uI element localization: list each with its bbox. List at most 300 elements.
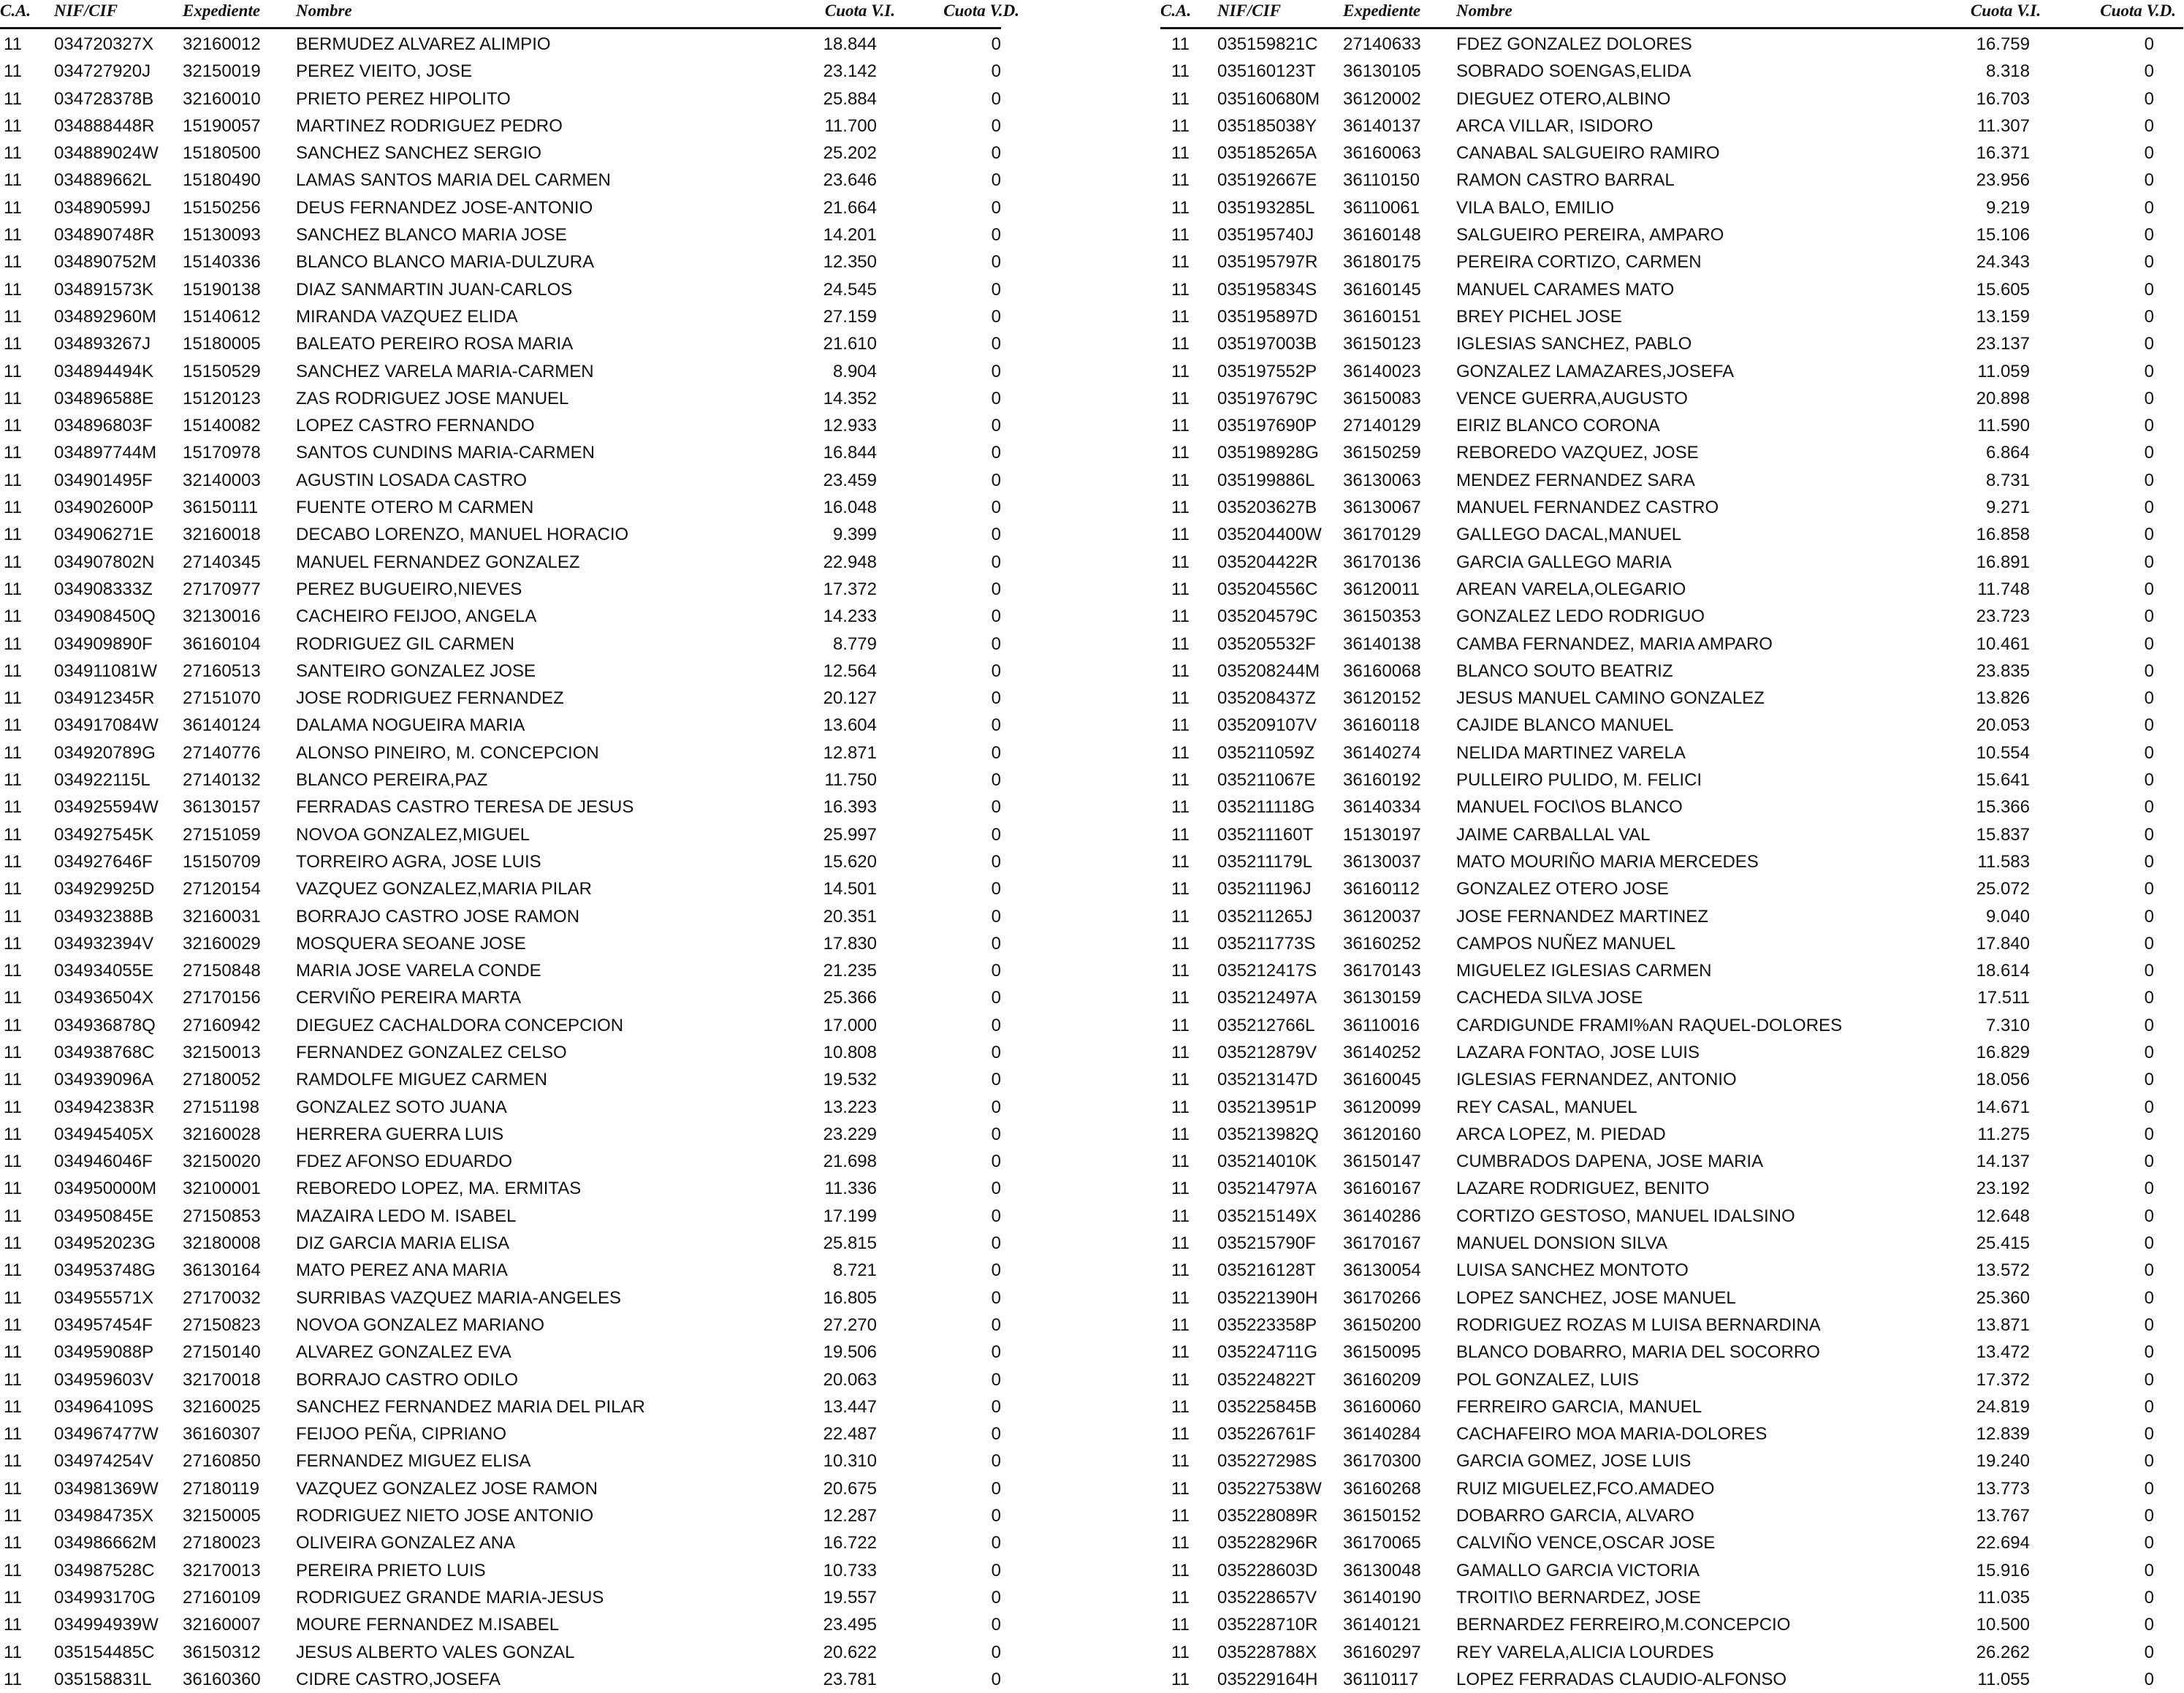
cell-expediente: 36140138 <box>1343 634 1421 654</box>
cell-cuota-vi: 15.837 <box>1976 824 2030 845</box>
cell-expediente: 27151198 <box>183 1097 259 1117</box>
cell-ca: 11 <box>1171 879 1190 899</box>
cell-cuota-vd: 0 <box>991 906 1001 927</box>
cell-expediente: 36170129 <box>1343 525 1421 545</box>
table-row <box>0 439 1038 466</box>
cell-expediente: 27150823 <box>183 1315 261 1335</box>
table-row <box>1160 1666 2183 1693</box>
cell-cuota-vd: 0 <box>991 797 1001 818</box>
cell-cuota-vd: 0 <box>991 34 1001 54</box>
cell-nombre: NOVOA GONZALEZ,MIGUEL <box>296 824 530 845</box>
cell-cuota-vi: 11.035 <box>1977 1587 2030 1608</box>
cell-nif: 034890752M <box>54 252 157 273</box>
cell-expediente: 36150200 <box>1343 1315 1421 1335</box>
cell-nif: 035225845B <box>1217 1396 1317 1417</box>
cell-cuota-vi: 24.343 <box>1976 252 2030 273</box>
cell-cuota-vi: 22.948 <box>823 552 877 572</box>
table-row <box>1160 58 2183 85</box>
cell-nif: 034906271E <box>54 525 154 545</box>
header-cuota-vi: Cuota V.I. <box>1970 1 2041 20</box>
cell-ca: 11 <box>1171 225 1190 246</box>
cell-cuota-vi: 6.864 <box>1985 443 2030 463</box>
cell-cuota-vd: 0 <box>2144 197 2154 218</box>
cell-nombre: RODRIGUEZ GIL CARMEN <box>296 634 515 654</box>
table-row <box>1160 85 2183 113</box>
cell-nombre: GONZALEZ LEDO RODRIGUO <box>1456 606 1705 627</box>
table-row <box>0 576 1038 603</box>
table-row <box>1160 821 2183 848</box>
table-row <box>0 930 1038 957</box>
cell-nif: 035228296R <box>1217 1533 1318 1553</box>
cell-cuota-vi: 20.127 <box>823 688 877 709</box>
cell-nombre: ARCA VILLAR, ISIDORO <box>1456 115 1654 136</box>
cell-expediente: 32130016 <box>183 606 261 627</box>
cell-nif: 035221390H <box>1217 1287 1318 1308</box>
cell-ca: 11 <box>1171 1097 1190 1117</box>
cell-cuota-vi: 24.545 <box>823 279 877 300</box>
cell-cuota-vd: 0 <box>2144 388 2154 408</box>
cell-expediente: 32170013 <box>183 1560 261 1580</box>
cell-ca: 11 <box>4 170 22 191</box>
cell-cuota-vd: 0 <box>991 1179 1001 1199</box>
cell-expediente: 36160045 <box>1343 1070 1421 1090</box>
cell-nif: 034953748G <box>54 1260 156 1281</box>
header-rule <box>1160 27 2183 29</box>
cell-expediente: 36110061 <box>1343 197 1420 218</box>
cell-nombre: CAJIDE BLANCO MANUEL <box>1456 715 1674 736</box>
cell-cuota-vd: 0 <box>2144 170 2154 191</box>
cell-cuota-vi: 23.835 <box>1976 661 2030 681</box>
cell-nombre: FERRADAS CASTRO TERESA DE JESUS <box>296 797 634 818</box>
cell-nombre: SOBRADO SOENGAS,ELIDA <box>1456 61 1692 82</box>
cell-nombre: IGLESIAS FERNANDEZ, ANTONIO <box>1456 1070 1737 1090</box>
cell-ca: 11 <box>4 1560 22 1580</box>
cell-expediente: 36150095 <box>1343 1342 1421 1363</box>
table-row <box>1160 1285 2183 1312</box>
cell-nif: 034967477W <box>54 1424 159 1445</box>
cell-cuota-vi: 10.808 <box>823 1042 877 1062</box>
cell-nombre: VILA BALO, EMILIO <box>1456 197 1615 218</box>
cell-cuota-vd: 0 <box>991 579 1001 599</box>
cell-cuota-vd: 0 <box>991 1342 1001 1363</box>
table-row <box>1160 412 2183 439</box>
table-row <box>1160 1039 2183 1066</box>
cell-cuota-vd: 0 <box>2144 1097 2154 1117</box>
cell-cuota-vi: 18.614 <box>1976 961 2030 981</box>
cell-cuota-vd: 0 <box>991 61 1001 82</box>
cell-nombre: JOSE FERNANDEZ MARTINEZ <box>1456 906 1708 927</box>
cell-nombre: GAMALLO GARCIA VICTORIA <box>1456 1560 1700 1580</box>
cell-nif: 034932394V <box>54 933 154 954</box>
table-row <box>0 1230 1038 1257</box>
cell-ca: 11 <box>4 279 22 300</box>
cell-cuota-vi: 21.610 <box>823 334 877 354</box>
cell-expediente: 36180175 <box>1343 252 1421 273</box>
cell-ca: 11 <box>1171 88 1190 109</box>
cell-cuota-vd: 0 <box>2144 1424 2154 1445</box>
cell-cuota-vi: 13.223 <box>823 1097 877 1117</box>
cell-cuota-vi: 19.532 <box>823 1070 877 1090</box>
table-row <box>0 276 1038 303</box>
cell-nombre: VAZQUEZ GONZALEZ JOSE RAMON <box>296 1478 598 1499</box>
cell-cuota-vi: 12.564 <box>823 661 877 681</box>
cell-nombre: SANCHEZ SANCHEZ SERGIO <box>296 143 542 164</box>
cell-ca: 11 <box>4 416 22 436</box>
table-row <box>1160 1312 2183 1339</box>
cell-ca: 11 <box>4 1506 22 1526</box>
cell-nombre: RODRIGUEZ NIETO JOSE ANTONIO <box>296 1506 594 1526</box>
cell-nif: 034938768C <box>54 1042 155 1062</box>
cell-expediente: 36160148 <box>1343 225 1421 246</box>
cell-cuota-vi: 25.072 <box>1976 879 2030 899</box>
cell-cuota-vi: 16.858 <box>1976 525 2030 545</box>
cell-expediente: 36160060 <box>1343 1396 1421 1417</box>
cell-nif: 034950000M <box>54 1179 157 1199</box>
cell-ca: 11 <box>1171 797 1190 818</box>
cell-ca: 11 <box>4 1315 22 1335</box>
cell-nif: 034929925D <box>54 879 155 899</box>
cell-ca: 11 <box>4 1478 22 1499</box>
cell-cuota-vi: 23.495 <box>823 1615 877 1635</box>
cell-cuota-vi: 13.159 <box>1976 306 2030 327</box>
cell-cuota-vd: 0 <box>991 470 1001 490</box>
cell-ca: 11 <box>4 824 22 845</box>
cell-nombre: MANUEL DONSION SILVA <box>1456 1233 1667 1254</box>
cell-expediente: 15180490 <box>183 170 261 191</box>
table-row <box>1160 603 2183 630</box>
cell-ca: 11 <box>1171 1615 1190 1635</box>
cell-cuota-vd: 0 <box>2144 1396 2154 1417</box>
cell-nif: 035160680M <box>1217 88 1320 109</box>
table-row <box>1160 330 2183 357</box>
cell-cuota-vd: 0 <box>991 443 1001 463</box>
table-row <box>0 1175 1038 1202</box>
cell-cuota-vi: 21.235 <box>823 961 877 981</box>
cell-nif: 035199886L <box>1217 470 1315 490</box>
table-row <box>1160 167 2183 194</box>
cell-nombre: BERMUDEZ ALVAREZ ALIMPIO <box>296 34 551 54</box>
cell-nombre: CACHEIRO FEIJOO, ANGELA <box>296 606 537 627</box>
cell-ca: 11 <box>1171 498 1190 518</box>
cell-cuota-vi: 8.318 <box>1985 61 2030 82</box>
cell-expediente: 15140336 <box>183 252 261 273</box>
cell-cuota-vd: 0 <box>991 1070 1001 1090</box>
cell-cuota-vd: 0 <box>991 1396 1001 1417</box>
cell-expediente: 36160268 <box>1343 1478 1421 1499</box>
cell-expediente: 36160192 <box>1343 770 1421 791</box>
cell-ca: 11 <box>1171 851 1190 872</box>
cell-nombre: MAZAIRA LEDO M. ISABEL <box>296 1206 517 1226</box>
table-row <box>0 1148 1038 1175</box>
cell-cuota-vd: 0 <box>2144 61 2154 82</box>
cell-cuota-vi: 13.767 <box>1976 1506 2030 1526</box>
table-row <box>0 766 1038 794</box>
cell-cuota-vi: 17.372 <box>1976 1369 2030 1390</box>
cell-cuota-vd: 0 <box>991 742 1001 763</box>
cell-expediente: 36160104 <box>183 634 261 654</box>
cell-nombre: AGUSTIN LOSADA CASTRO <box>296 470 528 490</box>
cell-cuota-vi: 12.287 <box>823 1506 877 1526</box>
cell-nombre: NELIDA MARTINEZ VARELA <box>1456 742 1686 763</box>
cell-nombre: JAIME CARBALLAL VAL <box>1456 824 1651 845</box>
cell-ca: 11 <box>1171 1260 1190 1281</box>
cell-nombre: CACHAFEIRO MOA MARIA-DOLORES <box>1456 1424 1768 1445</box>
cell-expediente: 27151059 <box>183 824 261 845</box>
cell-ca: 11 <box>4 1070 22 1090</box>
cell-expediente: 32150005 <box>183 1506 261 1526</box>
table-row <box>1160 766 2183 794</box>
cell-cuota-vd: 0 <box>991 1206 1001 1226</box>
cell-expediente: 27180052 <box>183 1070 261 1090</box>
cell-cuota-vd: 0 <box>2144 361 2154 381</box>
cell-cuota-vd: 0 <box>991 933 1001 954</box>
cell-ca: 11 <box>4 1152 22 1172</box>
cell-nombre: FEIJOO PEÑA, CIPRIANO <box>296 1424 507 1445</box>
table-row <box>1160 1257 2183 1284</box>
table-row <box>0 984 1038 1011</box>
cell-cuota-vi: 16.891 <box>1976 552 2030 572</box>
table-row <box>1160 549 2183 576</box>
cell-nombre: BLANCO BLANCO MARIA-DULZURA <box>296 252 595 273</box>
cell-cuota-vi: 25.997 <box>823 824 877 845</box>
cell-ca: 11 <box>4 334 22 354</box>
cell-cuota-vd: 0 <box>2144 1533 2154 1553</box>
cell-cuota-vi: 14.233 <box>823 606 877 627</box>
cell-cuota-vi: 12.350 <box>823 252 877 273</box>
cell-nif: 035204579C <box>1217 606 1318 627</box>
cell-nif: 034917084W <box>54 715 159 736</box>
cell-cuota-vd: 0 <box>991 770 1001 791</box>
cell-cuota-vd: 0 <box>991 1152 1001 1172</box>
cell-expediente: 36130067 <box>1343 498 1421 518</box>
cell-nif: 035215790F <box>1217 1233 1316 1254</box>
cell-nombre: REY VARELA,ALICIA LOURDES <box>1456 1642 1714 1662</box>
cell-expediente: 36160297 <box>1343 1642 1421 1662</box>
table-row <box>1160 248 2183 275</box>
cell-nif: 035212417S <box>1217 961 1317 981</box>
cell-nombre: LAZARA FONTAO, JOSE LUIS <box>1456 1042 1700 1062</box>
cell-nif: 035158831L <box>54 1669 152 1689</box>
cell-cuota-vi: 14.501 <box>823 879 877 899</box>
table-row <box>1160 1094 2183 1121</box>
cell-nombre: ZAS RODRIGUEZ JOSE MANUEL <box>296 388 569 408</box>
cell-ca: 11 <box>4 1342 22 1363</box>
cell-nif: 034893267J <box>54 334 151 354</box>
cell-cuota-vd: 0 <box>991 416 1001 436</box>
cell-nombre: GALLEGO DACAL,MANUEL <box>1456 525 1682 545</box>
cell-nombre: JOSE RODRIGUEZ FERNANDEZ <box>296 688 564 709</box>
cell-expediente: 27180119 <box>183 1478 259 1499</box>
cell-ca: 11 <box>4 470 22 490</box>
cell-cuota-vi: 25.202 <box>823 143 877 164</box>
cell-nombre: CERVIÑO PEREIRA MARTA <box>296 988 522 1008</box>
cell-nombre: GONZALEZ OTERO JOSE <box>1456 879 1669 899</box>
cell-cuota-vi: 20.053 <box>1976 715 2030 736</box>
cell-nombre: JESUS MANUEL CAMINO GONZALEZ <box>1456 688 1765 709</box>
cell-expediente: 36170143 <box>1343 961 1421 981</box>
cell-ca: 11 <box>1171 1369 1190 1390</box>
cell-nombre: REY CASAL, MANUEL <box>1456 1097 1637 1117</box>
cell-cuota-vd: 0 <box>991 1478 1001 1499</box>
cell-nombre: LAMAS SANTOS MARIA DEL CARMEN <box>296 170 611 191</box>
cell-expediente: 36110117 <box>1343 1669 1419 1689</box>
cell-cuota-vi: 15.620 <box>823 851 877 872</box>
cell-ca: 11 <box>1171 279 1190 300</box>
cell-expediente: 36160068 <box>1343 661 1421 681</box>
table-row <box>1160 739 2183 766</box>
cell-cuota-vi: 17.840 <box>1976 933 2030 954</box>
cell-ca: 11 <box>1171 1124 1190 1144</box>
cell-expediente: 36170167 <box>1343 1233 1421 1254</box>
cell-expediente: 36160360 <box>183 1669 261 1689</box>
cell-nombre: BERNARDEZ FERREIRO,M.CONCEPCIO <box>1456 1615 1791 1635</box>
cell-expediente: 15170978 <box>183 443 261 463</box>
cell-expediente: 27140132 <box>183 770 261 791</box>
cell-cuota-vd: 0 <box>2144 1152 2154 1172</box>
cell-nif: 035193285L <box>1217 197 1315 218</box>
cell-cuota-vi: 14.352 <box>823 388 877 408</box>
table-row <box>1160 1175 2183 1202</box>
cell-expediente: 32160018 <box>183 525 261 545</box>
cell-nif: 035209107V <box>1217 715 1317 736</box>
cell-nombre: LAZARE RODRIGUEZ, BENITO <box>1456 1179 1710 1199</box>
cell-cuota-vd: 0 <box>2144 416 2154 436</box>
cell-nif: 034920789G <box>54 742 156 763</box>
header-rule <box>0 27 1001 29</box>
cell-expediente: 32170018 <box>183 1369 261 1390</box>
cell-nombre: DALAMA NOGUEIRA MARIA <box>296 715 525 736</box>
cell-ca: 11 <box>4 498 22 518</box>
cell-expediente: 36150083 <box>1343 388 1421 408</box>
cell-nombre: PEREIRA PRIETO LUIS <box>296 1560 486 1580</box>
cell-expediente: 36130105 <box>1343 61 1421 82</box>
table-row <box>1160 303 2183 330</box>
cell-expediente: 36160167 <box>1343 1179 1421 1199</box>
cell-nombre: ALONSO PINEIRO, M. CONCEPCION <box>296 742 599 763</box>
cell-cuota-vd: 0 <box>991 824 1001 845</box>
cell-expediente: 36130159 <box>1343 988 1421 1008</box>
cell-cuota-vi: 16.829 <box>1976 1042 2030 1062</box>
table-row <box>1160 903 2183 930</box>
cell-cuota-vi: 23.723 <box>1976 606 2030 627</box>
cell-nombre: SANCHEZ VARELA MARIA-CARMEN <box>296 361 594 381</box>
table-row <box>0 1203 1038 1230</box>
cell-cuota-vd: 0 <box>991 1369 1001 1390</box>
cell-ca: 11 <box>4 1587 22 1608</box>
cell-ca: 11 <box>4 933 22 954</box>
cell-ca: 11 <box>4 1396 22 1417</box>
cell-nombre: CUMBRADOS DAPENA, JOSE MARIA <box>1456 1152 1764 1172</box>
cell-ca: 11 <box>1171 661 1190 681</box>
cell-nif: 034932388B <box>54 906 154 927</box>
cell-nif: 035211067E <box>1217 770 1316 791</box>
cell-nombre: RAMDOLFE MIGUEZ CARMEN <box>296 1070 548 1090</box>
cell-expediente: 15190057 <box>183 115 261 136</box>
cell-cuota-vi: 20.675 <box>823 1478 877 1499</box>
cell-ca: 11 <box>1171 1506 1190 1526</box>
cell-ca: 11 <box>4 797 22 818</box>
cell-cuota-vd: 0 <box>991 306 1001 327</box>
cell-expediente: 15150709 <box>183 851 261 872</box>
cell-cuota-vd: 0 <box>991 606 1001 627</box>
cell-cuota-vd: 0 <box>2144 1478 2154 1499</box>
cell-cuota-vi: 8.731 <box>1985 470 2030 490</box>
cell-nif: 035197552P <box>1217 361 1317 381</box>
table-row <box>0 1039 1038 1066</box>
cell-expediente: 36150152 <box>1343 1506 1421 1526</box>
cell-ca: 11 <box>4 634 22 654</box>
cell-nif: 034908450Q <box>54 606 156 627</box>
cell-nif: 035224711G <box>1217 1342 1318 1363</box>
header-expediente: Expediente <box>183 1 261 20</box>
cell-cuota-vi: 14.137 <box>1976 1152 2030 1172</box>
cell-nombre: FDEZ AFONSO EDUARDO <box>296 1152 513 1172</box>
table-row <box>0 1312 1038 1339</box>
cell-nif: 034927545K <box>54 824 154 845</box>
cell-cuota-vd: 0 <box>991 1315 1001 1335</box>
table-row <box>1160 1148 2183 1175</box>
cell-nif: 034959088P <box>54 1342 154 1363</box>
cell-cuota-vd: 0 <box>991 634 1001 654</box>
cell-nif: 035192667E <box>1217 170 1317 191</box>
cell-ca: 11 <box>4 715 22 736</box>
cell-nombre: RODRIGUEZ ROZAS M LUISA BERNARDINA <box>1456 1315 1821 1335</box>
cell-ca: 11 <box>4 197 22 218</box>
cell-nombre: CALVIÑO VENCE,OSCAR JOSE <box>1456 1533 1716 1553</box>
table-row <box>1160 1393 2183 1420</box>
cell-nombre: SANCHEZ BLANCO MARIA JOSE <box>296 225 567 246</box>
cell-expediente: 36160063 <box>1343 143 1421 164</box>
cell-ca: 11 <box>1171 252 1190 273</box>
cell-cuota-vi: 11.590 <box>1977 416 2030 436</box>
table-row <box>1160 984 2183 1011</box>
cell-nombre: FERNANDEZ GONZALEZ CELSO <box>296 1042 567 1062</box>
table-row <box>0 1094 1038 1121</box>
cell-cuota-vi: 11.750 <box>824 770 877 791</box>
table-row <box>0 1366 1038 1393</box>
cell-nombre: DIZ GARCIA MARIA ELISA <box>296 1233 510 1254</box>
cell-nombre: IGLESIAS SANCHEZ, PABLO <box>1456 334 1692 354</box>
cell-cuota-vd: 0 <box>991 1587 1001 1608</box>
cell-cuota-vi: 13.871 <box>1976 1315 2030 1335</box>
cell-cuota-vi: 23.956 <box>1976 170 2030 191</box>
cell-cuota-vd: 0 <box>2144 552 2154 572</box>
cell-cuota-vd: 0 <box>991 1260 1001 1281</box>
cell-nombre: MARIA JOSE VARELA CONDE <box>296 961 541 981</box>
cell-nombre: SURRIBAS VAZQUEZ MARIA-ANGELES <box>296 1287 621 1308</box>
table-row <box>0 631 1038 658</box>
header-cuota-vd: Cuota V.D. <box>2100 1 2176 20</box>
cell-ca: 11 <box>4 1533 22 1553</box>
cell-nombre: MANUEL CARAMES MATO <box>1456 279 1675 300</box>
table-row <box>1160 848 2183 875</box>
cell-nombre: FERNANDEZ MIGUEZ ELISA <box>296 1451 531 1472</box>
table-row <box>1160 1584 2183 1611</box>
table-row <box>1160 1529 2183 1556</box>
table-row <box>0 1447 1038 1475</box>
table-row <box>1160 1447 2183 1475</box>
table-row <box>0 794 1038 821</box>
cell-expediente: 32160012 <box>183 34 261 54</box>
cell-expediente: 36120011 <box>1343 579 1420 599</box>
cell-ca: 11 <box>1171 1396 1190 1417</box>
cell-ca: 11 <box>4 988 22 1008</box>
table-row <box>0 1121 1038 1148</box>
cell-nif: 034901495F <box>54 470 153 490</box>
cell-expediente: 36150111 <box>183 498 259 518</box>
cell-nif: 034981369W <box>54 1478 159 1499</box>
cell-nif: 034908333Z <box>54 579 153 599</box>
